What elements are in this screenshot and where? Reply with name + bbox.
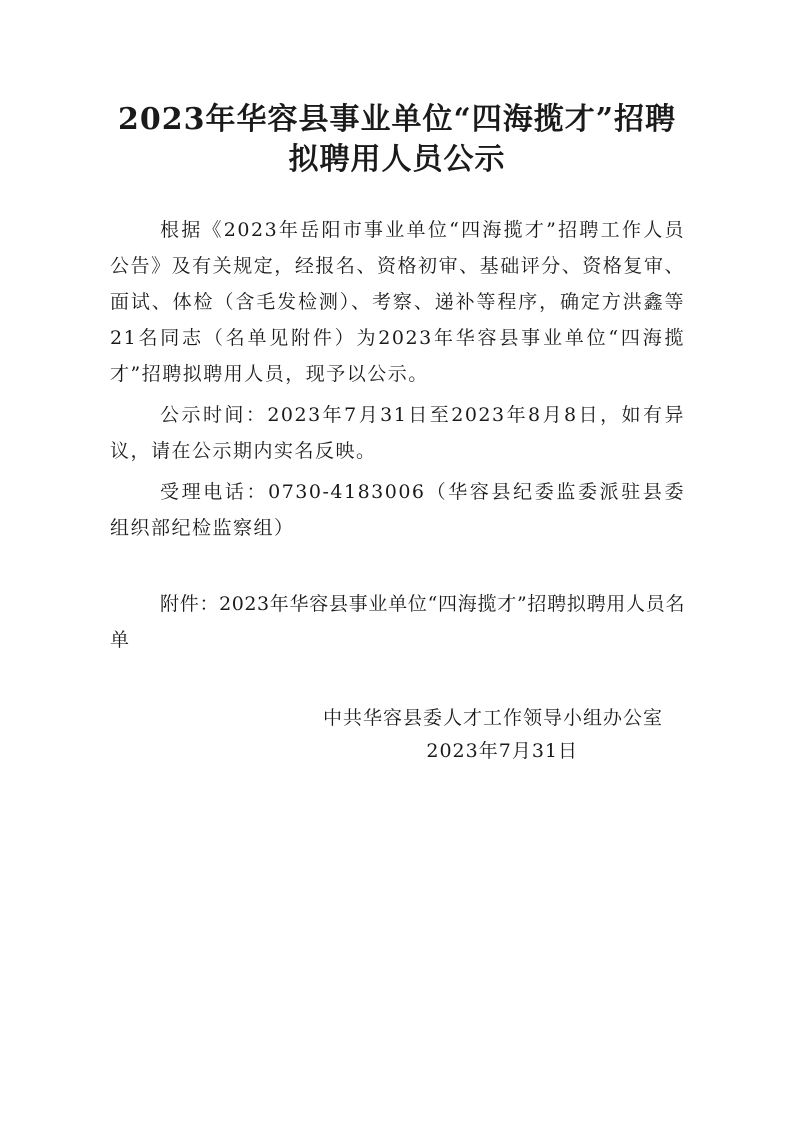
body-paragraph-publicity-period: 公示时间：2023年7月31日至2023年8月8日，如有异议，请在公示期内实名反映。 bbox=[110, 404, 685, 462]
signature-organization: 中共华容县委人才工作领导小组办公室 bbox=[322, 707, 663, 729]
document-title-line-1: 2023年华容县事业单位“四海揽才”招聘 bbox=[117, 102, 676, 137]
body-paragraph-contact-phone: 受理电话：0730-4183006（华容县纪委监委派驻县委组织部纪检监察组） bbox=[110, 481, 685, 539]
body-paragraph-announcement: 根据《2023年岳阳市事业单位“四海揽才”招聘工作人员公告》及有关规定，经报名、资格初审、基础评分、资格复审、面试、体检（含毛发检测）、考察、递补等程序，确定方洪鑫等21名同志（名单见附件）为2023年华容县事业单位“四海揽才”招聘拟聘用人员，现予以公示。 bbox=[110, 219, 685, 385]
document-title-line-2: 拟聘用人员公示 bbox=[288, 142, 506, 177]
attachment-note: 附件：2023年华容县事业单位“四海揽才”招聘拟聘用人员名单 bbox=[110, 593, 685, 651]
signature-date: 2023年7月31日 bbox=[426, 740, 578, 762]
